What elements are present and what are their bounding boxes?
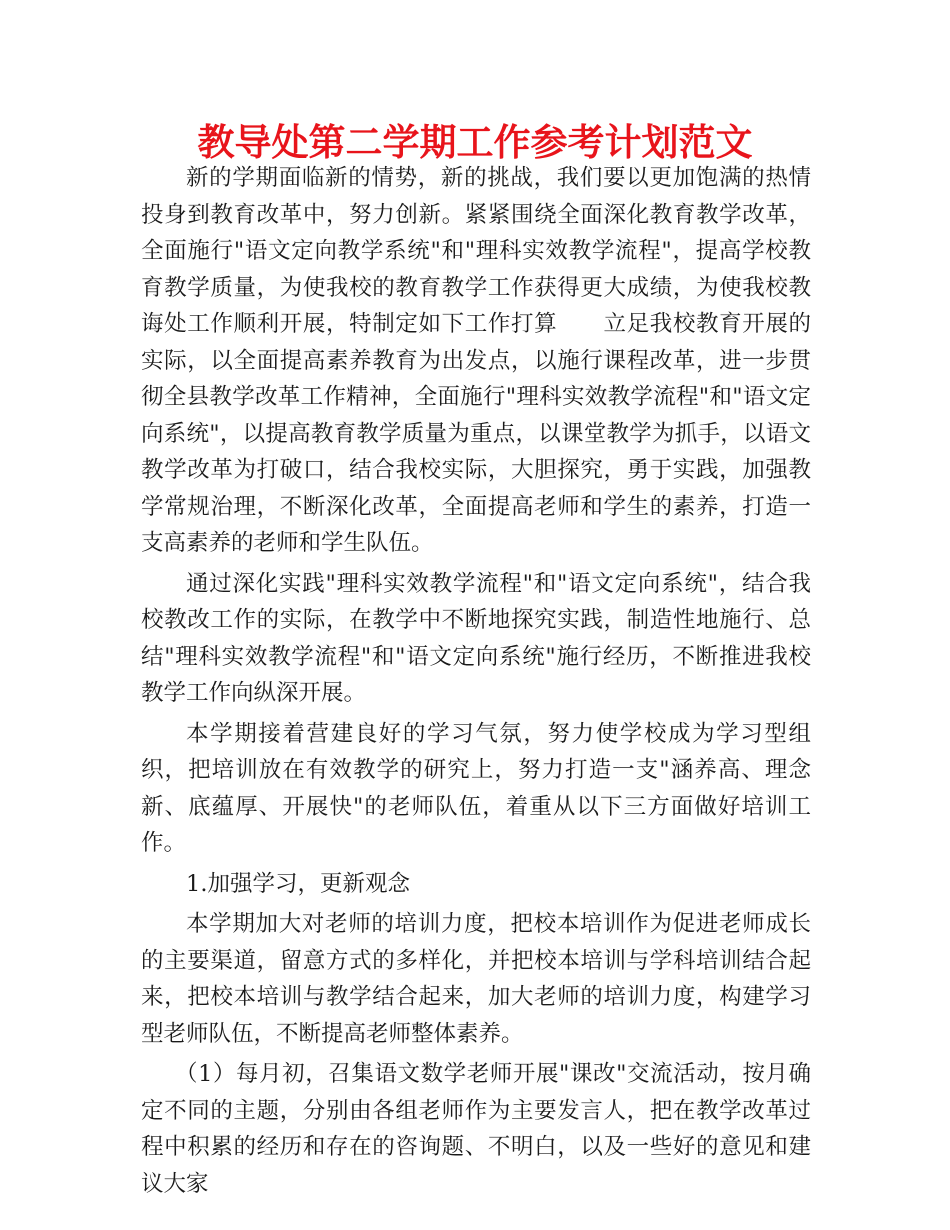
section-heading-learning: 1.加强学习，更新观念 (186, 870, 410, 897)
paragraph-practice: 通过深化实践"理科实效教学流程"和"语文定向系统"，结合我校教改工作的实际，在教学中不断地探究实践，制造性地施行、总结"理科实效教学流程"和"语文定向系统"施行经历，不断推进我校教学工作向纵深开展。 (141, 570, 811, 706)
paragraph-item-1: （1）每月初，召集语文数学老师开展"课改"交流活动，按月确定不同的主题，分别由各组老师作为主要发言人，把在教学改革过程中积累的经历和存在的咨询题、不明白，以及一些好的意见和建议大家 (141, 1061, 811, 1197)
paragraph-intro: 新的学期面临新的情势，新的挑战，我们要以更加饱满的热情投身到教育改革中，努力创新。紧紧围绕全面深化教育教学改革，全面施行"语文定向教学系统"和"理科实效教学流程"，提高学校教育教学质量，为使我校的教育教学工作获得更大成绩，为使我校教诲处工作顺利开展，特制定如下工作打算 立足我校教育开展的实际，以全面提高素养教育为出发点，以施行课程改革，进一步贯彻全县教学改革工作精神，全面施行"理科实效教学流程"和"语文定向系统"，以提高教育教学质量为重点，以课堂教学为抓手，以语文教学改革为打破口，结合我校实际，大胆探究，勇于实践，加强教学常规治理，不断深化改革，全面提高老师和学生的素养，打造一支高素养的老师和学生队伍。 (141, 165, 811, 556)
document-title: 教导处第二学期工作参考计划范文 (197, 121, 753, 164)
document-body (141, 160, 811, 1206)
paragraph-teacher-training: 本学期加大对老师的培训力度，把校本培训作为促进老师成长的主要渠道，留意方式的多样化，并把校本培训与学科培训结合起来，把校本培训与教学结合起来，加大老师的培训力度，构建学习型老师队伍，不断提高老师整体素养。 (141, 911, 811, 1047)
paragraph-training: 本学期接着营建良好的学习气氛，努力使学校成为学习型组织，把培训放在有效教学的研究上，努力打造一支"涵养高、理念新、底蕴厚、开展快"的老师队伍，着重从以下三方面做好培训工作。 (141, 720, 811, 856)
